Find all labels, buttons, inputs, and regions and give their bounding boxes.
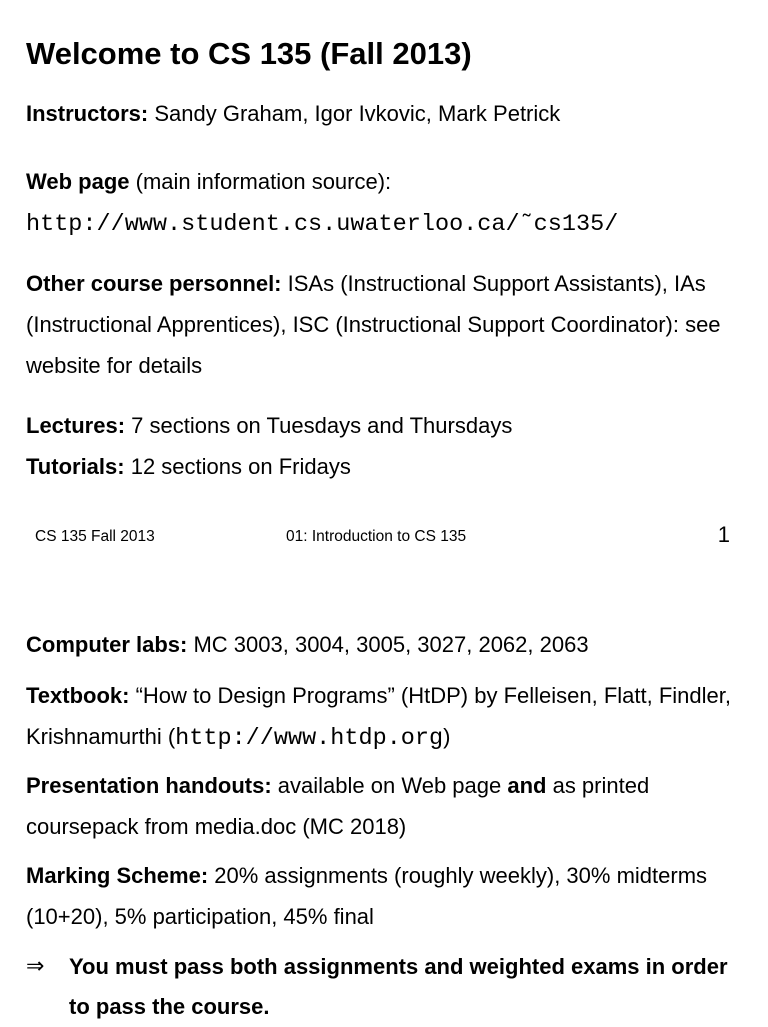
slide-2	[0, 560, 768, 1024]
labs-line	[26, 624, 746, 665]
footer-course: CS 135 Fall 2013	[35, 528, 155, 545]
implies-arrow-icon: ⇒	[26, 954, 45, 979]
webpage-url[interactable]: http://www.student.cs.uwaterloo.ca/˜cs135/	[26, 211, 619, 238]
labs-label: Computer labs:	[26, 632, 188, 657]
webpage-url-line	[26, 202, 746, 245]
instructors-value: Sandy Graham, Igor Ivkovic, Mark Petrick	[148, 101, 561, 126]
marking-paragraph	[26, 855, 746, 937]
marking-value: 20% assignments (roughly weekly), 30% midterms (10+20), 5% participation, 45% final	[26, 863, 708, 929]
tutorials-value: 12 sections on Fridays	[124, 454, 351, 479]
instructors-label: Instructors:	[26, 101, 149, 126]
handouts-value-b: as printed coursepack from media.doc (MC 2018)	[26, 773, 650, 839]
pass-requirement-note	[26, 947, 746, 1027]
textbook-close: )	[443, 724, 451, 749]
textbook-url[interactable]: http://www.htdp.org	[175, 725, 444, 752]
tutorials-line	[26, 446, 746, 487]
webpage-line	[26, 161, 746, 202]
pass-requirement-text: You must pass both assignments and weighted exams in order to pass the course.	[69, 954, 728, 1019]
instructors-line	[26, 93, 746, 134]
slide-title: Welcome to CS 135 (Fall 2013)	[26, 36, 472, 71]
textbook-paragraph	[26, 675, 746, 759]
page-number: 1	[717, 522, 730, 547]
personnel-value: ISAs (Instructional Support Assistants), IAs (Instructional Apprentices), ISC (Instructional Support Coordinator): see website for details	[26, 271, 721, 378]
lectures-value: 7 sections on Tuesdays and Thursdays	[125, 413, 513, 438]
lectures-label: Lectures:	[26, 413, 126, 438]
tutorials-label: Tutorials:	[26, 454, 125, 479]
handouts-paragraph	[26, 765, 746, 847]
marking-label: Marking Scheme:	[26, 863, 209, 888]
lectures-line	[26, 405, 746, 446]
webpage-label: Web page	[26, 169, 130, 194]
labs-value: MC 3003, 3004, 3005, 3027, 2062, 2063	[187, 632, 589, 657]
footer-section: 01: Introduction to CS 135	[286, 528, 467, 545]
handouts-label: Presentation handouts:	[26, 773, 272, 798]
handouts-and: and	[507, 773, 547, 798]
textbook-label: Textbook:	[26, 683, 130, 708]
webpage-value: (main information source):	[129, 169, 392, 194]
handouts-value-a: available on Web page	[271, 773, 508, 798]
personnel-paragraph	[26, 263, 746, 386]
personnel-label: Other course personnel:	[26, 271, 282, 296]
textbook-value: “How to Design Programs” (HtDP) by Felleisen, Flatt, Findler, Krishnamurthi (	[26, 683, 731, 749]
